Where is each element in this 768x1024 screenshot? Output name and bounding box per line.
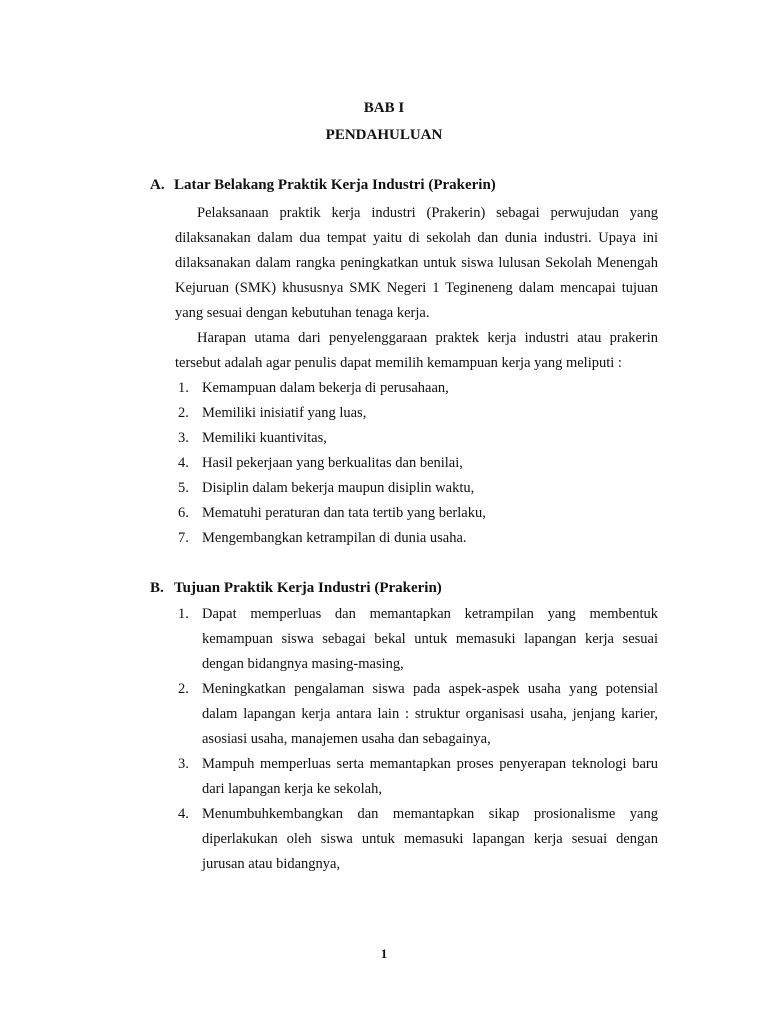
list-item-number: 1. — [178, 606, 189, 622]
list-item-number: 4. — [178, 455, 189, 471]
list-item-number: 7. — [178, 530, 189, 546]
list-item — [175, 677, 658, 752]
list-item-number: 3. — [178, 756, 189, 772]
list-item-number: 6. — [178, 505, 189, 521]
chapter-title: PENDAHULUAN — [325, 127, 443, 143]
list-item — [175, 501, 658, 526]
section-b-list — [175, 602, 658, 877]
page-number: 1 — [380, 946, 388, 961]
section-a-paragraph-2: Harapan utama dari penyelenggaraan praktek kerja industri atau prakerin tersebut adalah agar penulis dapat memilih kemampuan kerja yang meliputi : — [175, 330, 658, 371]
list-item-text: Mampuh memperluas serta memantapkan proses penyerapan teknologi baru dari lapangan kerja ke sekolah, — [202, 756, 658, 797]
list-item-text: Kemampuan dalam bekerja di perusahaan, — [202, 380, 449, 396]
section-b-title: Tujuan Praktik Kerja Industri (Prakerin) — [174, 580, 442, 596]
list-item-text: Dapat memperluas dan memantapkan ketrampilan yang membentuk kemampuan siswa sebagai bekal untuk memasuki lapangan kerja sesuai dengan bidangnya masing-masing, — [202, 606, 658, 672]
list-item-number: 2. — [178, 405, 189, 421]
list-item-number: 2. — [178, 681, 189, 697]
chapter-label: BAB I — [363, 100, 405, 116]
section-a-title: Latar Belakang Praktik Kerja Industri (Prakerin) — [174, 177, 496, 193]
list-item — [175, 376, 658, 401]
list-item-number: 4. — [178, 806, 189, 822]
section-a-heading — [150, 177, 496, 194]
list-item — [175, 802, 658, 877]
list-item-text: Meningkatkan pengalaman siswa pada aspek-aspek usaha yang potensial dalam lapangan kerja antara lain : struktur organisasi usaha, jenjang karier, asosiasi usaha, manajemen usaha dan sebagainya, — [202, 681, 658, 747]
list-item — [175, 526, 658, 551]
list-item-text: Menumbuhkembangkan dan memantapkan sikap prosionalisme yang diperlakukan oleh siswa untuk memasuki lapangan kerja sesuai dengan jurusan atau bidangnya, — [202, 806, 658, 872]
list-item — [175, 426, 658, 451]
section-b-heading — [150, 580, 442, 597]
list-item-number: 3. — [178, 430, 189, 446]
list-item-text: Mematuhi peraturan dan tata tertib yang berlaku, — [202, 505, 486, 521]
list-item — [175, 602, 658, 677]
list-item — [175, 752, 658, 802]
list-item-text: Disiplin dalam bekerja maupun disiplin waktu, — [202, 480, 475, 496]
section-a-list — [175, 376, 658, 551]
list-item — [175, 476, 658, 501]
section-b-letter: B. — [150, 580, 164, 596]
section-a-paragraph-1: Pelaksanaan praktik kerja industri (Prakerin) sebagai perwujudan yang dilaksanakan dalam dua tempat yaitu di sekolah dan dunia industri. Upaya ini dilaksanakan dalam rangka peningkatkan untuk siswa lulusan Sekolah Menengah Kejuruan (SMK) khususnya SMK Negeri 1 Tegineneng dalam mencapai tujuan yang sesuai dengan kebutuhan tenaga kerja. — [175, 205, 658, 321]
list-item — [175, 401, 658, 426]
list-item-number: 5. — [178, 480, 189, 496]
section-a-letter: A. — [150, 177, 165, 193]
list-item — [175, 451, 658, 476]
list-item-text: Mengembangkan ketrampilan di dunia usaha. — [202, 530, 467, 546]
list-item-text: Hasil pekerjaan yang berkualitas dan benilai, — [202, 455, 463, 471]
list-item-text: Memiliki kuantivitas, — [202, 430, 327, 446]
list-item-number: 1. — [178, 380, 189, 396]
list-item-text: Memiliki inisiatif yang luas, — [202, 405, 367, 421]
